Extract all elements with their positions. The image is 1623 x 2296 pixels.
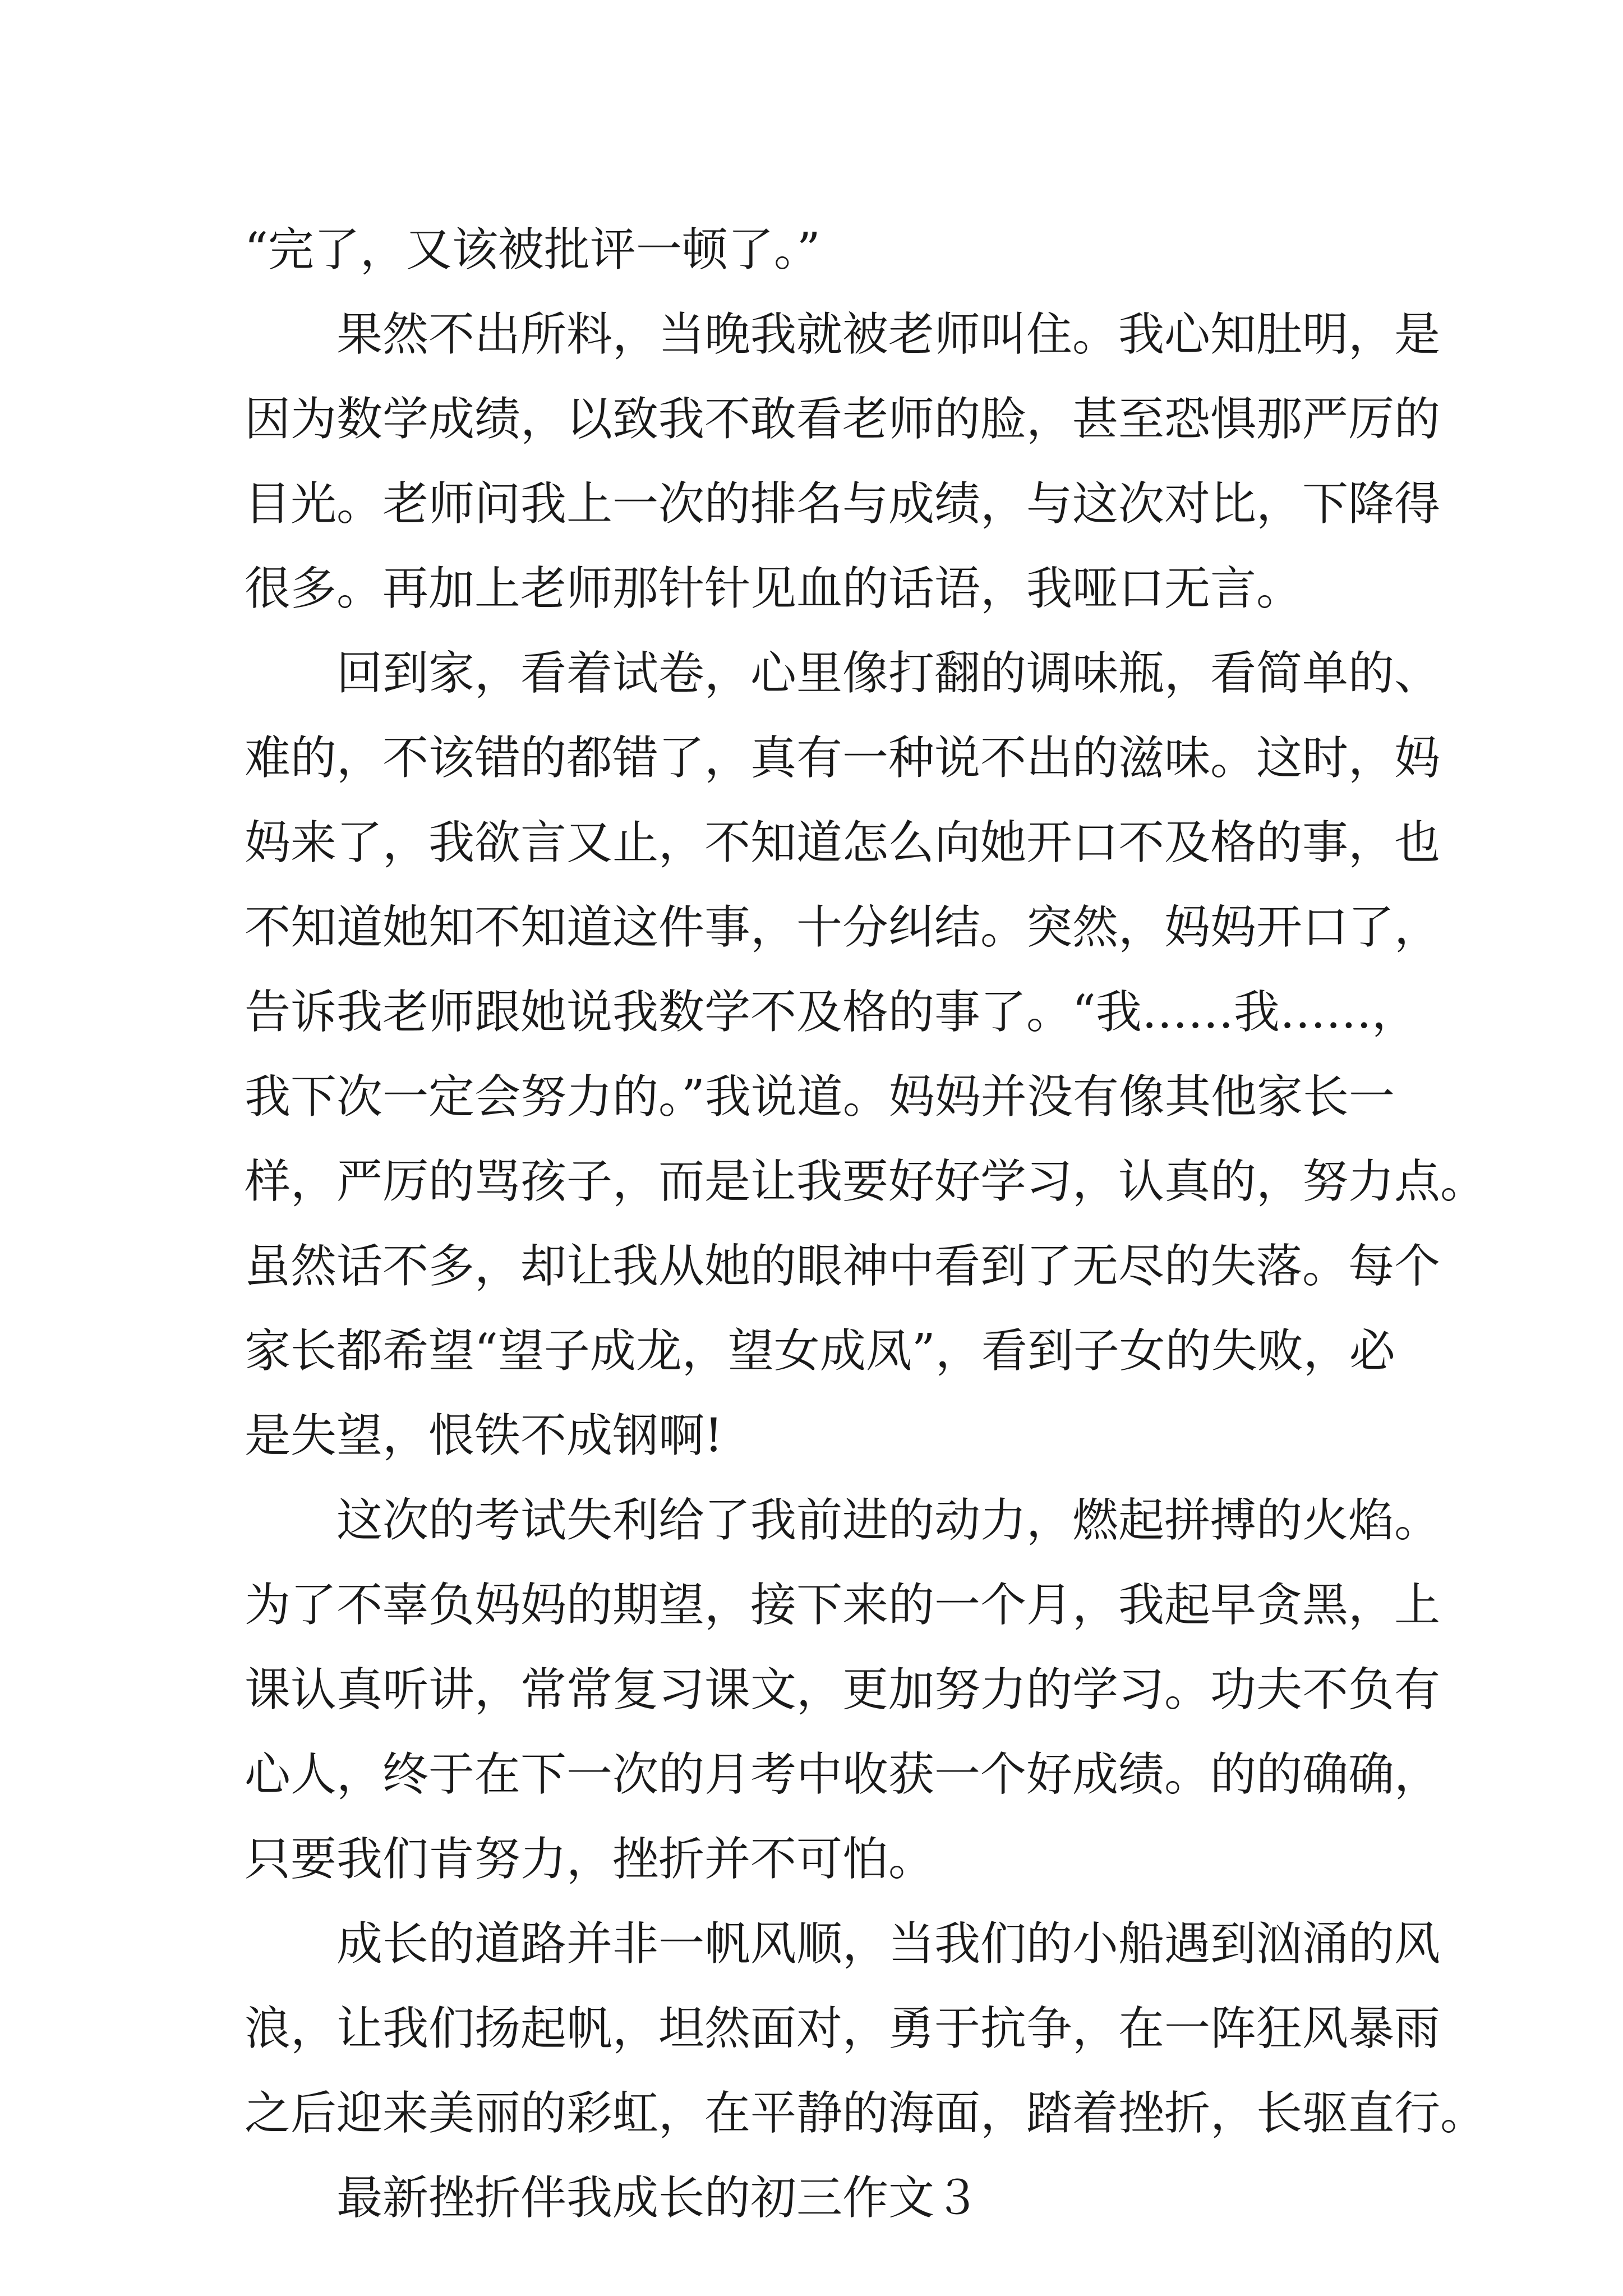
- paragraph-line: 果然不出所料，当晚我就被老师叫住。我心知肚明，是: [336, 308, 1441, 361]
- paragraph-line: 只要我们肯努力，挫折并不可怕。: [245, 1833, 935, 1886]
- paragraph-line: 因为数学成绩，以致我不敢看老师的脸，甚至恐惧那严厉的: [245, 393, 1441, 446]
- paragraph-line: 妈来了，我欲言又止，不知道怎么向她开口不及格的事，也: [245, 816, 1441, 869]
- paragraph-line: 虽然话不多，却让我从她的眼神中看到了无尽的失落。每个: [245, 1240, 1441, 1293]
- paragraph-line: 成长的道路并非一帆风顺，当我们的小船遇到汹涌的风: [336, 1917, 1441, 1971]
- paragraph-line: 难的，不该错的都错了，真有一种说不出的滋味。这时，妈: [245, 731, 1441, 785]
- essay-body: [245, 208, 1487, 2240]
- paragraph-line: “完了，又该被批评一顿了。”: [245, 223, 820, 277]
- paragraph-line: 之后迎来美丽的彩虹，在平静的海面，踏着挫折，长驱直行。: [245, 2087, 1487, 2140]
- paragraph-line: 心人，终于在下一次的月考中收获一个好成绩。的的确确，: [245, 1748, 1441, 1801]
- paragraph-line: 是失望，恨铁不成钢啊!: [245, 1409, 723, 1462]
- paragraph-line: 我下次一定会努力的。”我说道。妈妈并没有像其他家长一: [245, 1070, 1395, 1124]
- paragraph-line: 为了不辜负妈妈的期望，接下来的一个月，我起早贪黑，上: [245, 1579, 1441, 1632]
- paragraph-line: 很多。再加上老师那针针见血的话语，我哑口无言。: [245, 562, 1303, 615]
- essay-heading: 最新挫折伴我成长的初三作文３: [336, 2171, 981, 2225]
- paragraph-line: 浪，让我们扬起帆，坦然面对，勇于抗争，在一阵狂风暴雨: [245, 2002, 1441, 2055]
- paragraph-line: 回到家，看着试卷，心里像打翻的调味瓶，看简单的、: [336, 647, 1441, 700]
- paragraph-line: 目光。老师问我上一次的排名与成绩，与这次对比，下降得: [245, 477, 1441, 531]
- paragraph-line: 家长都希望“望子成龙，望女成凤”，看到子女的失败，必: [245, 1324, 1395, 1378]
- paragraph-line: 样，严厉的骂孩子，而是让我要好好学习，认真的，努力点。: [245, 1155, 1487, 1208]
- paragraph-line: 这次的考试失利给了我前进的动力，燃起拼搏的火焰。: [336, 1494, 1441, 1547]
- paragraph-line: 告诉我老师跟她说我数学不及格的事了。“我……我……，: [245, 986, 1418, 1039]
- paragraph-line: 不知道她知不知道这件事，十分纠结。突然，妈妈开口了，: [245, 901, 1441, 954]
- paragraph-line: 课认真听讲，常常复习课文，更加努力的学习。功夫不负有: [245, 1663, 1441, 1717]
